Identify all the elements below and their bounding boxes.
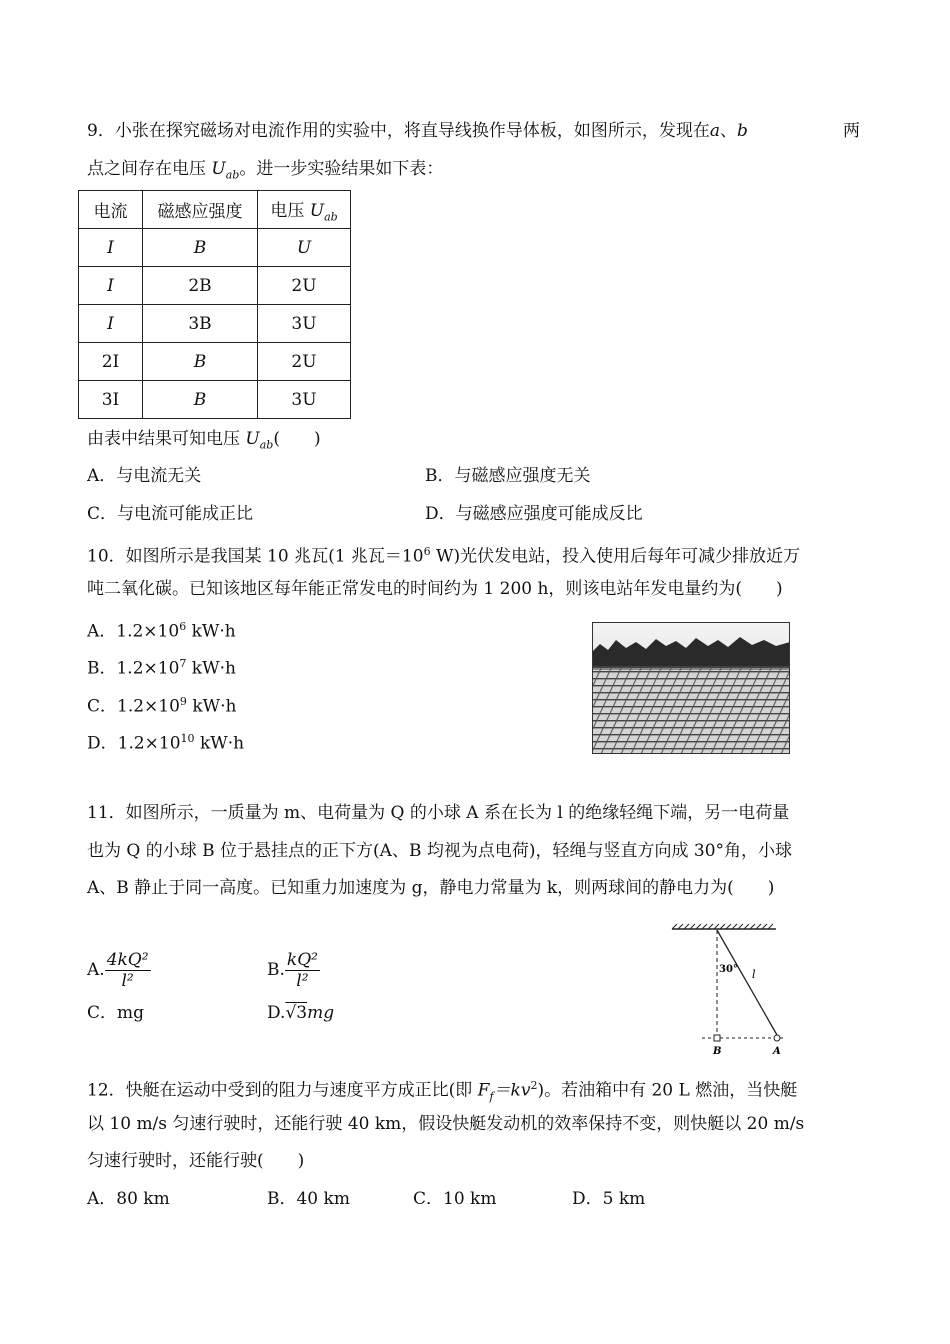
table-cell: B: [143, 229, 258, 267]
q12-stem-line3: 匀速行驶时，还能行驶( ): [87, 1151, 305, 1171]
string-line: [717, 930, 777, 1035]
fraction-b: $\frac{\text{kQ²}}{\text{l²}}$: [286, 950, 318, 991]
q9-stem-tail: 两: [843, 121, 860, 141]
table-cell: B: [143, 343, 258, 381]
table-header-row: [79, 191, 351, 229]
q10-option-d[interactable]: D．$1.2\times 10^{10}$ kW·h: [87, 732, 245, 754]
label-b: B: [713, 1046, 722, 1057]
q11-option-a[interactable]: A. $\frac{\text{4kQ²}}{\text{l²}}$: [87, 950, 149, 991]
q9-stem-line1: 9．小张在探究磁场对电流作用的实验中，将直导线换作导体板，如图所示，发现在a、b: [87, 121, 748, 141]
table-cell: U: [258, 229, 351, 267]
label-a: A: [773, 1046, 781, 1057]
q9-option-a[interactable]: A．与电流无关: [87, 466, 202, 486]
q9-option-d[interactable]: D．与磁感应强度可能成反比: [425, 504, 643, 524]
table-cell: 2B: [143, 267, 258, 305]
q10-stem-line1: 10．如图所示是我国某 10 兆瓦(1 兆瓦$=10^6$ W)光伏发电站，投入使用后每年可减少排放近万: [87, 545, 801, 567]
table-row: [79, 343, 351, 381]
ball-b: [714, 1035, 720, 1041]
q11-option-b[interactable]: B. $\frac{\text{kQ²}}{\text{l²}}$: [267, 950, 318, 991]
q9-conclusion: 由表中结果可知电压 $U_{ab}$( ): [87, 429, 321, 452]
table-cell: I: [79, 229, 143, 267]
table-cell: I: [79, 305, 143, 343]
q12-option-d[interactable]: D．5 km: [572, 1189, 646, 1209]
pendulum-diagram: [664, 922, 784, 1062]
header-field: 磁感应强度: [143, 191, 258, 229]
q10-option-a[interactable]: A．$1.2\times 10^6$ kW·h: [87, 620, 236, 642]
q10-option-c[interactable]: C．$1.2\times 10^9$ kW·h: [87, 695, 237, 717]
q9-results-table: [78, 190, 351, 419]
fraction-a: $\frac{\text{4kQ²}}{\text{l²}}$: [106, 950, 149, 991]
q12-option-c[interactable]: C．10 km: [413, 1189, 497, 1209]
table-row: [79, 229, 351, 267]
table-cell: 2U: [258, 267, 351, 305]
table-cell: 3B: [143, 305, 258, 343]
q9-option-b[interactable]: B．与磁感应强度无关: [425, 466, 591, 486]
q12-option-b[interactable]: B．40 km: [267, 1189, 350, 1209]
q12-option-a[interactable]: A．80 km: [87, 1189, 170, 1209]
solar-farm-photo: [592, 622, 790, 754]
table-cell: B: [143, 381, 258, 419]
q9-option-c[interactable]: C．与电流可能成正比: [87, 504, 254, 524]
table-row: [79, 381, 351, 419]
q12-stem-line2: 以 10 m/s 匀速行驶时，还能行驶 40 km，假设快艇发动机的效率保持不变，则快艇以 20 m/s: [87, 1114, 805, 1134]
q11-stem-line2: 也为 Q 的小球 B 位于悬挂点的正下方(A、B 均视为点电荷)，轻绳与竖直方向成 30°角，小球: [87, 841, 793, 861]
q10-option-b[interactable]: B．$1.2\times 10^7$ kW·h: [87, 657, 236, 679]
ball-a: [774, 1035, 780, 1041]
table-row: [79, 267, 351, 305]
q11-option-c[interactable]: C．mg: [87, 1003, 145, 1023]
table-cell: 2U: [258, 343, 351, 381]
q11-stem-line3: A、B 静止于同一高度。已知重力加速度为 g，静电力常量为 k，则两球间的静电力为( ): [87, 878, 775, 898]
table-cell: 2I: [79, 343, 143, 381]
q9-stem-line2: 点之间存在电压 $U_{ab}$。进一步实验结果如下表：: [87, 159, 444, 182]
table-cell: I: [79, 267, 143, 305]
table-cell: 3U: [258, 381, 351, 419]
table-cell: 3U: [258, 305, 351, 343]
q11-option-d[interactable]: D.√3mg: [267, 1003, 335, 1023]
length-label: l: [752, 968, 756, 981]
table-row: [79, 305, 351, 343]
q12-stem-line1: 12．快艇在运动中受到的阻力与速度平方成正比(即 $F_f=kv^2$)。若油箱中有 20 L 燃油，当快艇: [87, 1079, 798, 1104]
q10-stem-line2: 吨二氧化碳。已知该地区每年能正常发电的时间约为 1 200 h，则该电站年发电量约为( ): [87, 579, 783, 599]
table-cell: 3I: [79, 381, 143, 419]
header-voltage: 电压 $U_{ab}$: [258, 191, 351, 229]
q11-stem-line1: 11．如图所示，一质量为 m、电荷量为 Q 的小球 A 系在长为 l 的绝缘轻绳下端，另一电荷量: [87, 803, 790, 823]
header-current: 电流: [79, 191, 143, 229]
angle-label: 30°: [719, 964, 738, 975]
